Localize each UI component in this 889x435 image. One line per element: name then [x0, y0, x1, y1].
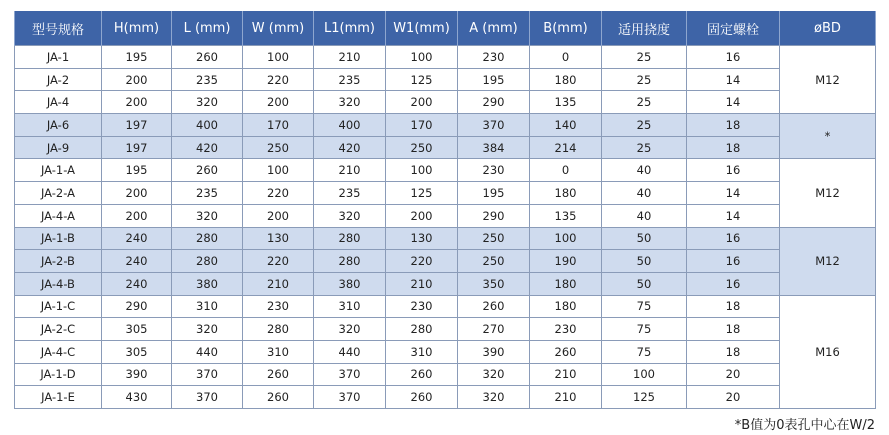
cell-bolt: 14	[687, 204, 780, 227]
header-row	[15, 11, 876, 46]
table-row	[15, 272, 876, 295]
cell-a: 384	[458, 136, 530, 159]
table-row	[15, 46, 876, 69]
cell-l1: 440	[314, 340, 386, 363]
cell-b: 180	[530, 272, 602, 295]
cell-w1: 260	[386, 386, 458, 409]
cell-l1: 380	[314, 272, 386, 295]
table-row	[15, 136, 876, 159]
cell-bolt: 20	[687, 386, 780, 409]
cell-model: JA-4-C	[15, 340, 102, 363]
cell-h: 197	[102, 114, 172, 137]
cell-model: JA-1-D	[15, 363, 102, 386]
cell-w: 260	[243, 363, 314, 386]
cell-w: 220	[243, 182, 314, 205]
cell-l1: 400	[314, 114, 386, 137]
cell-l1: 210	[314, 46, 386, 69]
cell-w: 100	[243, 46, 314, 69]
cell-model: JA-1-E	[15, 386, 102, 409]
cell-b: 260	[530, 340, 602, 363]
col-header-w: W (mm)	[243, 11, 314, 46]
cell-w: 250	[243, 136, 314, 159]
cell-bd-group: M12	[780, 159, 876, 227]
cell-w: 170	[243, 114, 314, 137]
cell-deflection: 40	[602, 182, 687, 205]
cell-l: 370	[172, 386, 243, 409]
cell-model: JA-1-C	[15, 295, 102, 318]
cell-b: 214	[530, 136, 602, 159]
cell-l: 320	[172, 204, 243, 227]
cell-a: 250	[458, 250, 530, 273]
spec-table	[14, 11, 876, 409]
cell-a: 195	[458, 68, 530, 91]
cell-w1: 125	[386, 68, 458, 91]
cell-bolt: 18	[687, 340, 780, 363]
cell-l: 260	[172, 159, 243, 182]
cell-deflection: 25	[602, 91, 687, 114]
cell-bolt: 18	[687, 318, 780, 341]
cell-w1: 200	[386, 91, 458, 114]
cell-b: 135	[530, 91, 602, 114]
footnote: *B值为0表孔中心在W/2	[734, 418, 875, 433]
cell-h: 195	[102, 46, 172, 69]
cell-h: 430	[102, 386, 172, 409]
cell-b: 140	[530, 114, 602, 137]
cell-b: 0	[530, 46, 602, 69]
cell-a: 290	[458, 204, 530, 227]
cell-l: 440	[172, 340, 243, 363]
cell-bolt: 16	[687, 272, 780, 295]
cell-bd-group: M12	[780, 46, 876, 114]
cell-model: JA-2	[15, 68, 102, 91]
col-header-h: H(mm)	[102, 11, 172, 46]
cell-deflection: 50	[602, 250, 687, 273]
cell-l: 420	[172, 136, 243, 159]
cell-w1: 230	[386, 295, 458, 318]
cell-bd-group: *	[780, 114, 876, 159]
col-header-l1: L1(mm)	[314, 11, 386, 46]
cell-l: 400	[172, 114, 243, 137]
col-header-a: A (mm)	[458, 11, 530, 46]
cell-bolt: 20	[687, 363, 780, 386]
col-header-model: 型号规格	[15, 11, 102, 46]
col-header-bd: øBD	[780, 11, 876, 46]
cell-w1: 250	[386, 136, 458, 159]
table-row	[15, 182, 876, 205]
cell-h: 240	[102, 250, 172, 273]
cell-model: JA-4	[15, 91, 102, 114]
cell-a: 260	[458, 295, 530, 318]
cell-l1: 235	[314, 182, 386, 205]
cell-a: 250	[458, 227, 530, 250]
cell-a: 230	[458, 46, 530, 69]
cell-h: 305	[102, 318, 172, 341]
cell-w: 310	[243, 340, 314, 363]
cell-h: 197	[102, 136, 172, 159]
cell-model: JA-2-C	[15, 318, 102, 341]
cell-b: 210	[530, 386, 602, 409]
table-row	[15, 68, 876, 91]
cell-deflection: 125	[602, 386, 687, 409]
cell-l1: 280	[314, 227, 386, 250]
cell-model: JA-1-A	[15, 159, 102, 182]
cell-w1: 260	[386, 363, 458, 386]
cell-l: 370	[172, 363, 243, 386]
cell-deflection: 40	[602, 204, 687, 227]
cell-w1: 125	[386, 182, 458, 205]
cell-h: 240	[102, 227, 172, 250]
cell-deflection: 25	[602, 46, 687, 69]
cell-h: 240	[102, 272, 172, 295]
cell-bd-group: M12	[780, 227, 876, 295]
cell-b: 230	[530, 318, 602, 341]
cell-a: 390	[458, 340, 530, 363]
cell-l: 260	[172, 46, 243, 69]
table-row	[15, 318, 876, 341]
cell-w1: 130	[386, 227, 458, 250]
cell-w: 210	[243, 272, 314, 295]
cell-w1: 210	[386, 272, 458, 295]
cell-l: 320	[172, 318, 243, 341]
cell-deflection: 75	[602, 318, 687, 341]
cell-w1: 100	[386, 159, 458, 182]
cell-h: 200	[102, 182, 172, 205]
cell-w1: 310	[386, 340, 458, 363]
cell-l: 380	[172, 272, 243, 295]
cell-model: JA-9	[15, 136, 102, 159]
cell-l: 235	[172, 68, 243, 91]
cell-l: 280	[172, 250, 243, 273]
cell-w: 200	[243, 204, 314, 227]
cell-bolt: 16	[687, 46, 780, 69]
cell-l1: 320	[314, 204, 386, 227]
cell-model: JA-2-B	[15, 250, 102, 273]
cell-w1: 200	[386, 204, 458, 227]
cell-b: 180	[530, 68, 602, 91]
cell-b: 210	[530, 363, 602, 386]
table-row	[15, 386, 876, 409]
cell-w: 230	[243, 295, 314, 318]
cell-deflection: 25	[602, 136, 687, 159]
cell-h: 200	[102, 91, 172, 114]
cell-h: 290	[102, 295, 172, 318]
cell-l1: 370	[314, 363, 386, 386]
cell-deflection: 25	[602, 68, 687, 91]
col-header-l: L (mm)	[172, 11, 243, 46]
cell-w1: 170	[386, 114, 458, 137]
cell-l1: 420	[314, 136, 386, 159]
cell-a: 320	[458, 386, 530, 409]
cell-a: 320	[458, 363, 530, 386]
cell-bolt: 14	[687, 91, 780, 114]
cell-a: 230	[458, 159, 530, 182]
cell-w1: 100	[386, 46, 458, 69]
cell-deflection: 50	[602, 227, 687, 250]
cell-deflection: 75	[602, 340, 687, 363]
cell-bolt: 18	[687, 295, 780, 318]
cell-model: JA-4-B	[15, 272, 102, 295]
cell-l1: 235	[314, 68, 386, 91]
cell-b: 190	[530, 250, 602, 273]
cell-model: JA-1-B	[15, 227, 102, 250]
table-row	[15, 340, 876, 363]
cell-h: 200	[102, 204, 172, 227]
cell-l: 310	[172, 295, 243, 318]
cell-h: 305	[102, 340, 172, 363]
cell-l1: 370	[314, 386, 386, 409]
cell-a: 270	[458, 318, 530, 341]
cell-l1: 310	[314, 295, 386, 318]
cell-w: 220	[243, 68, 314, 91]
cell-bolt: 18	[687, 114, 780, 137]
cell-w: 130	[243, 227, 314, 250]
cell-w: 280	[243, 318, 314, 341]
table-row	[15, 159, 876, 182]
cell-w1: 280	[386, 318, 458, 341]
cell-model: JA-2-A	[15, 182, 102, 205]
cell-bolt: 18	[687, 136, 780, 159]
cell-model: JA-1	[15, 46, 102, 69]
cell-bolt: 14	[687, 182, 780, 205]
cell-bolt: 16	[687, 227, 780, 250]
cell-deflection: 25	[602, 114, 687, 137]
cell-l: 280	[172, 227, 243, 250]
cell-b: 135	[530, 204, 602, 227]
cell-l1: 320	[314, 91, 386, 114]
cell-b: 100	[530, 227, 602, 250]
cell-bolt: 16	[687, 250, 780, 273]
cell-l1: 280	[314, 250, 386, 273]
cell-h: 200	[102, 68, 172, 91]
table-row	[15, 363, 876, 386]
cell-a: 195	[458, 182, 530, 205]
cell-w1: 220	[386, 250, 458, 273]
cell-bolt: 14	[687, 68, 780, 91]
table-row	[15, 295, 876, 318]
table-row	[15, 91, 876, 114]
table-row	[15, 250, 876, 273]
cell-bd-group: M16	[780, 295, 876, 408]
col-header-b: B(mm)	[530, 11, 602, 46]
cell-h: 195	[102, 159, 172, 182]
table-row	[15, 227, 876, 250]
cell-deflection: 75	[602, 295, 687, 318]
cell-w: 260	[243, 386, 314, 409]
cell-bolt: 16	[687, 159, 780, 182]
cell-b: 0	[530, 159, 602, 182]
cell-deflection: 50	[602, 272, 687, 295]
col-header-bolt: 固定螺栓	[687, 11, 780, 46]
col-header-w1: W1(mm)	[386, 11, 458, 46]
cell-a: 350	[458, 272, 530, 295]
cell-deflection: 40	[602, 159, 687, 182]
cell-a: 370	[458, 114, 530, 137]
col-header-deflection: 适用挠度	[602, 11, 687, 46]
cell-w: 200	[243, 91, 314, 114]
cell-a: 290	[458, 91, 530, 114]
cell-l1: 210	[314, 159, 386, 182]
cell-model: JA-4-A	[15, 204, 102, 227]
cell-model: JA-6	[15, 114, 102, 137]
cell-w: 220	[243, 250, 314, 273]
cell-b: 180	[530, 295, 602, 318]
cell-l: 320	[172, 91, 243, 114]
cell-l1: 320	[314, 318, 386, 341]
table-row	[15, 114, 876, 137]
table-row	[15, 204, 876, 227]
cell-deflection: 100	[602, 363, 687, 386]
cell-b: 180	[530, 182, 602, 205]
cell-l: 235	[172, 182, 243, 205]
cell-w: 100	[243, 159, 314, 182]
cell-h: 390	[102, 363, 172, 386]
